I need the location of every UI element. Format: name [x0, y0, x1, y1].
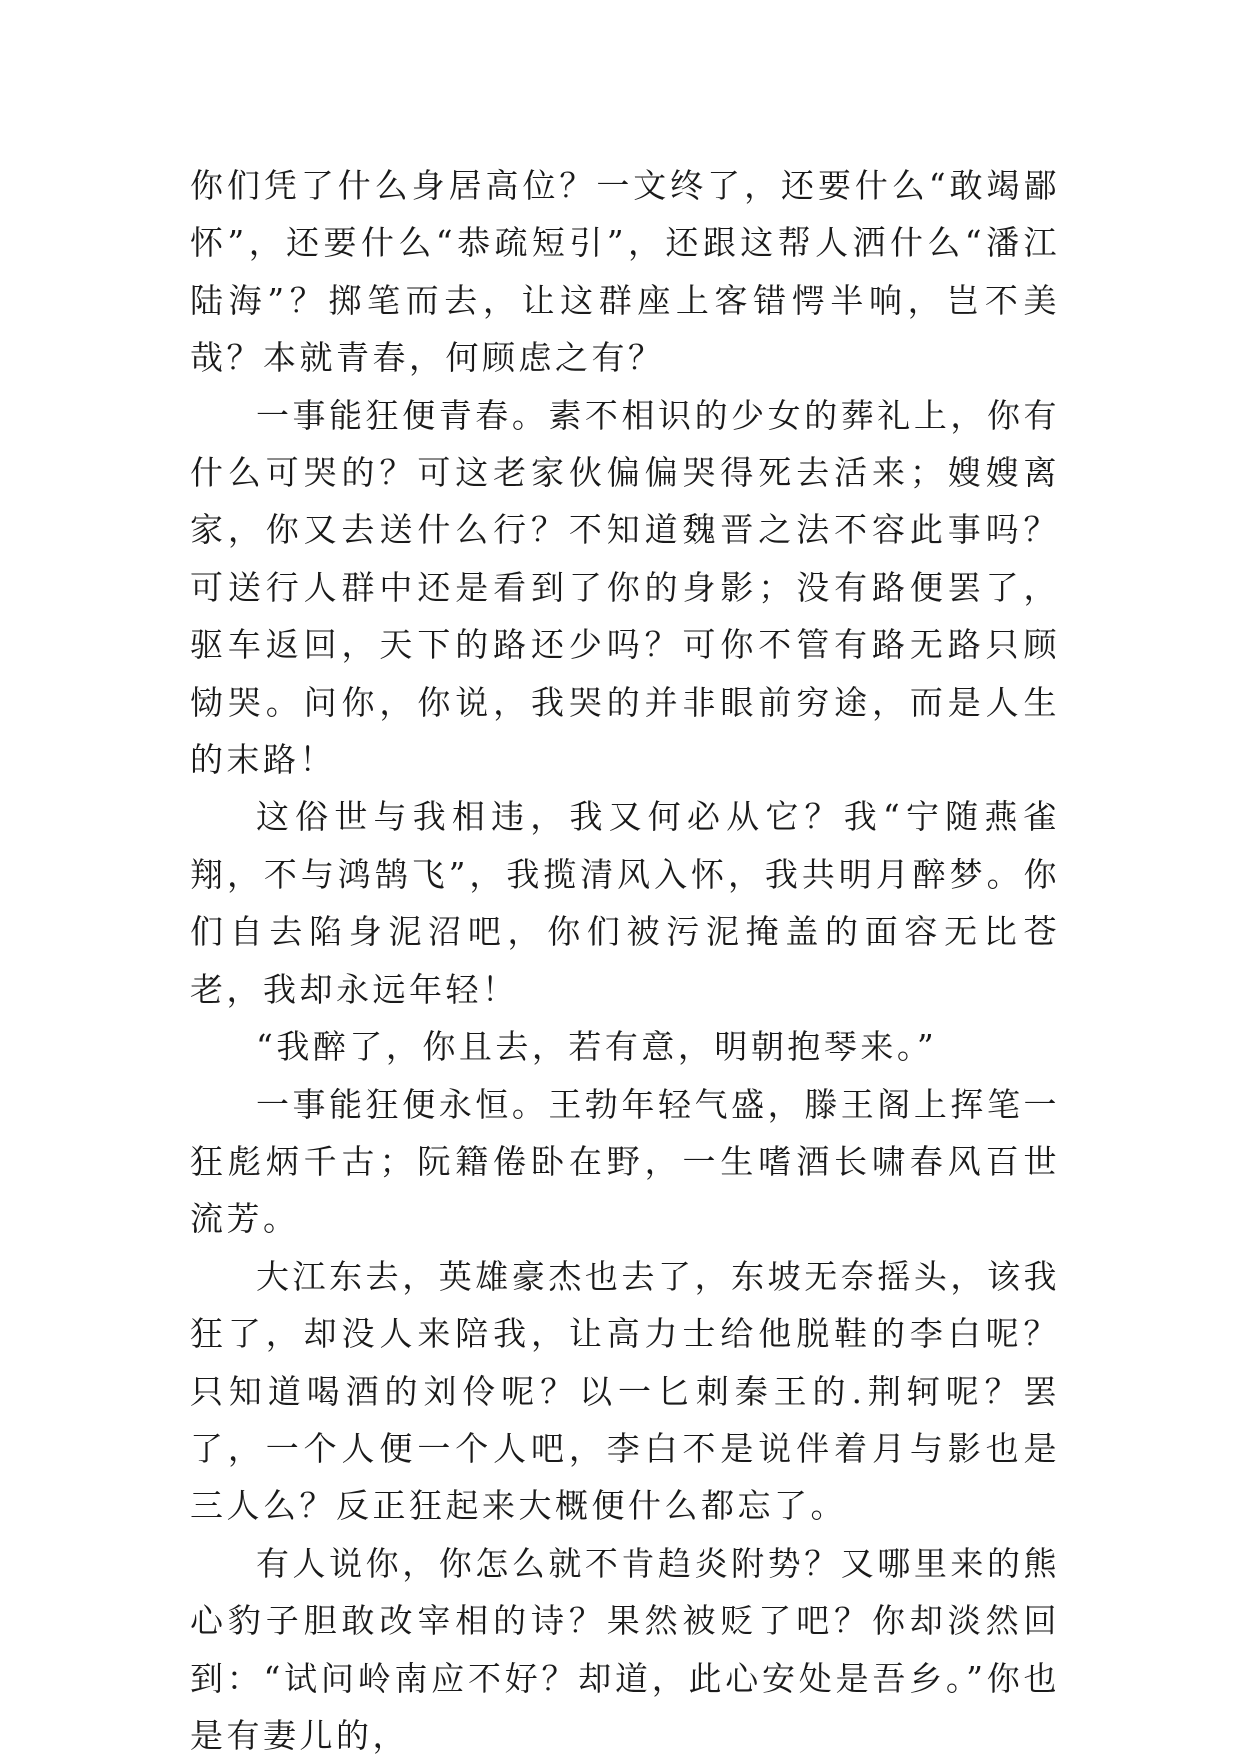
text-line: 子胆敢改宰相的诗？果然被贬了吧？你却淡然回到：“试问	[190, 1601, 1061, 1698]
text-line: 这俗世与我相违，我又何必从它？我“宁随燕雀翔，不	[190, 797, 1060, 894]
text-line: 与鸿鹄飞”，我揽清风入怀，我共明月醉梦。你们自去陷身	[190, 854, 1061, 952]
text-line: 掷笔而去，让这群座上客错愕半响，岂不美哉？本就青春，	[190, 280, 1061, 378]
paragraph-3	[190, 788, 1060, 1018]
text-line: 是看到了你的身影；没有路便罢了，驱车返回，天下的路还	[190, 567, 1061, 665]
text-line: 却没人来陪我，让高力士给他脱鞋的李白呢？只知道喝酒的	[190, 1314, 1061, 1411]
text-line: 有人说你，你怎么就不肯趋炎附势？又哪里来的熊心豹	[190, 1543, 1060, 1641]
text-line: 刘伶呢？以一匕刺秦王的.荆轲呢？罢了，一个人便一个人	[190, 1371, 1061, 1468]
text-line: 炳千古；阮籍倦卧在野，一生嗜酒长啸春风百世流芳。	[190, 1141, 1061, 1239]
text-line: 少吗？可你不管有路无路只顾恸哭。问你，你说，我哭的并	[190, 625, 1061, 722]
text-line: 何顾虑之有？	[445, 338, 665, 378]
text-line: 岭南应不好？却道，此心安处是吾乡。”你也是有妻儿的，	[190, 1658, 1061, 1755]
paragraph-7	[190, 1535, 1060, 1764]
text-line: 送什么行？不知道魏晋之法不容此事吗？可送行人群中还	[190, 510, 1061, 607]
paragraph-1	[190, 157, 1060, 387]
paragraph-5	[190, 1076, 1060, 1248]
text-line: 你们凭了什么身居高位？一文终了，还要什么“敢竭鄙怀”，	[190, 166, 1060, 263]
paragraph-4	[190, 1018, 1060, 1075]
document-body	[190, 157, 1060, 1764]
text-line: 泥沼吧，你们被污泥掩盖的面容无比苍老，我却永远年轻！	[190, 912, 1061, 1009]
text-line: 可哭的？可这老家伙偏偏哭得死去活来；嫂嫂离家，你又去	[190, 453, 1061, 550]
text-line: 吧，李白不是说伴着月与影也是三人么？反正狂起来大概便	[190, 1428, 1061, 1526]
text-line: 非眼前穷途，而是人生的末路！	[190, 682, 1061, 780]
text-line: 大江东去，英雄豪杰也去了，东坡无奈摇头，该我狂了，	[190, 1256, 1060, 1354]
paragraph-2	[190, 387, 1060, 789]
text-line: 还要什么“恭疏短引”，还跟这帮人洒什么“潘江陆海”？	[190, 223, 1060, 320]
text-line: 什么都忘了。	[628, 1486, 847, 1526]
text-line: 一事能狂便永恒。王勃年轻气盛，滕王阁上挥笔一狂彪	[190, 1084, 1060, 1181]
text-line: “我醉了，你且去，若有意，明朝抱琴来。”	[256, 1027, 938, 1067]
text-line: 一事能狂便青春。素不相识的少女的葬礼上，你有什么	[190, 395, 1060, 493]
paragraph-6	[190, 1248, 1060, 1535]
